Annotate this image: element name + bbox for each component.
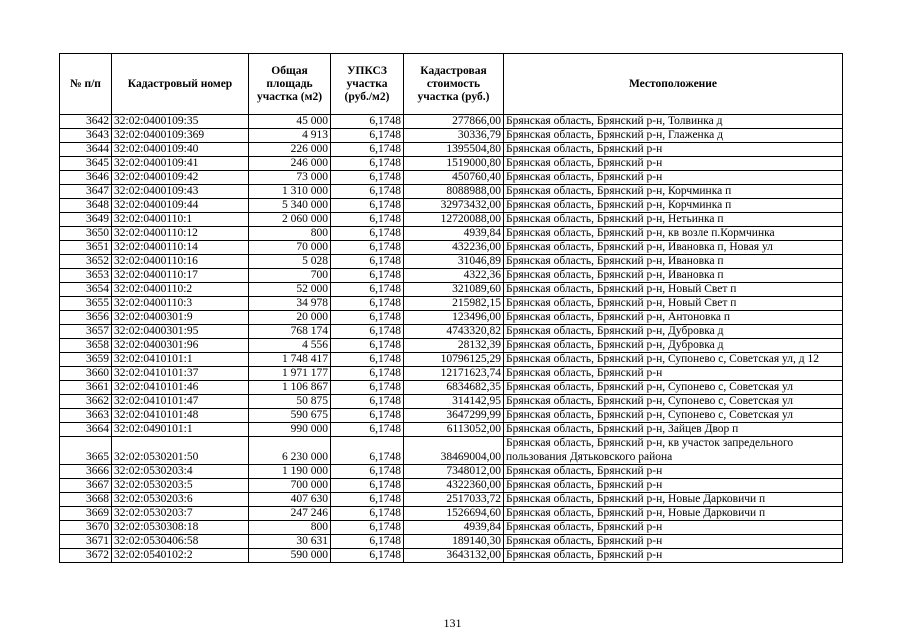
location-cell: Брянская область, Брянский р-н, кв участок запредельного пользования Дятьковского района: [504, 437, 843, 465]
location-cell: Брянская область, Брянский р-н, Нетьинка п: [504, 213, 843, 227]
table-row: [60, 549, 843, 563]
cost-cell: 321089,60: [404, 283, 504, 297]
area-cell: 407 630: [249, 493, 331, 507]
rate-cell: 6,1748: [331, 129, 404, 143]
row-number-cell: 3649: [60, 213, 112, 227]
location-cell: Брянская область, Брянский р-н: [504, 535, 843, 549]
area-cell: 1 190 000: [249, 465, 331, 479]
rate-cell: 6,1748: [331, 395, 404, 409]
rate-cell: 6,1748: [331, 143, 404, 157]
rate-cell: 6,1748: [331, 423, 404, 437]
cost-cell: 28132,39: [404, 339, 504, 353]
rate-cell: 6,1748: [331, 115, 404, 129]
area-cell: 246 000: [249, 157, 331, 171]
area-cell: 73 000: [249, 171, 331, 185]
rate-cell: 6,1748: [331, 297, 404, 311]
area-cell: 30 631: [249, 535, 331, 549]
cadastral-number-cell: 32:02:0540102:2: [112, 549, 249, 563]
table-row: [60, 395, 843, 409]
cadastral-number-cell: 32:02:0410101:46: [112, 381, 249, 395]
rate-cell: 6,1748: [331, 241, 404, 255]
cost-cell: 4743320,82: [404, 325, 504, 339]
location-cell: Брянская область, Брянский р-н, Глаженка д: [504, 129, 843, 143]
cadastral-number-cell: 32:02:0400110:12: [112, 227, 249, 241]
row-number-cell: 3646: [60, 171, 112, 185]
location-cell: Брянская область, Брянский р-н: [504, 479, 843, 493]
table-row: [60, 493, 843, 507]
table-row: [60, 129, 843, 143]
area-cell: 768 174: [249, 325, 331, 339]
location-cell: Брянская область, Брянский р-н: [504, 465, 843, 479]
rate-cell: 6,1748: [331, 493, 404, 507]
rate-cell: 6,1748: [331, 171, 404, 185]
cost-cell: 432236,00: [404, 241, 504, 255]
location-cell: Брянская область, Брянский р-н, Супонево с, Советская ул: [504, 381, 843, 395]
cost-cell: 7348012,00: [404, 465, 504, 479]
table-row: [60, 297, 843, 311]
area-cell: 2 060 000: [249, 213, 331, 227]
header-num: № п/п: [60, 54, 112, 115]
location-cell: Брянская область, Брянский р-н: [504, 521, 843, 535]
location-cell: Брянская область, Брянский р-н, Новый Свет п: [504, 283, 843, 297]
location-cell: Брянская область, Брянский р-н, Ивановка п, Новая ул: [504, 241, 843, 255]
table-row: [60, 157, 843, 171]
rate-cell: 6,1748: [331, 437, 404, 465]
area-cell: 1 106 867: [249, 381, 331, 395]
area-cell: 5 340 000: [249, 199, 331, 213]
location-cell: Брянская область, Брянский р-н, Корчминка п: [504, 199, 843, 213]
rate-cell: 6,1748: [331, 311, 404, 325]
area-cell: 700: [249, 269, 331, 283]
location-cell: Брянская область, Брянский р-н: [504, 157, 843, 171]
cadastral-number-cell: 32:02:0530203:6: [112, 493, 249, 507]
table-row: [60, 353, 843, 367]
row-number-cell: 3651: [60, 241, 112, 255]
rate-cell: 6,1748: [331, 199, 404, 213]
header-cost: Кадастровая стоимость участка (руб.): [404, 54, 504, 115]
cadastral-number-cell: 32:02:0530203:5: [112, 479, 249, 493]
row-number-cell: 3650: [60, 227, 112, 241]
row-number-cell: 3642: [60, 115, 112, 129]
row-number-cell: 3654: [60, 283, 112, 297]
table-row: [60, 381, 843, 395]
header-cadastral-number: Кадастровый номер: [112, 54, 249, 115]
row-number-cell: 3655: [60, 297, 112, 311]
table-row: [60, 367, 843, 381]
rate-cell: 6,1748: [331, 185, 404, 199]
row-number-cell: 3643: [60, 129, 112, 143]
cost-cell: 1526694,60: [404, 507, 504, 521]
location-cell: Брянская область, Брянский р-н, Корчминка п: [504, 185, 843, 199]
table-row: [60, 185, 843, 199]
table-row: [60, 409, 843, 423]
cadastral-number-cell: 32:02:0400109:41: [112, 157, 249, 171]
cost-cell: 10796125,29: [404, 353, 504, 367]
row-number-cell: 3660: [60, 367, 112, 381]
location-cell: Брянская область, Брянский р-н, Супонево с, Советская ул, д 12: [504, 353, 843, 367]
cadastral-number-cell: 32:02:0400109:35: [112, 115, 249, 129]
rate-cell: 6,1748: [331, 381, 404, 395]
cadastral-number-cell: 32:02:0400301:96: [112, 339, 249, 353]
cadastral-number-cell: 32:02:0400109:369: [112, 129, 249, 143]
cost-cell: 38469004,00: [404, 437, 504, 465]
rate-cell: 6,1748: [331, 255, 404, 269]
cost-cell: 314142,95: [404, 395, 504, 409]
rate-cell: 6,1748: [331, 479, 404, 493]
row-number-cell: 3672: [60, 549, 112, 563]
table-header: [60, 54, 843, 115]
area-cell: 6 230 000: [249, 437, 331, 465]
rate-cell: 6,1748: [331, 339, 404, 353]
row-number-cell: 3667: [60, 479, 112, 493]
area-cell: 4 556: [249, 339, 331, 353]
cadastral-number-cell: 32:02:0530203:4: [112, 465, 249, 479]
cadastral-number-cell: 32:02:0530201:50: [112, 437, 249, 465]
row-number-cell: 3671: [60, 535, 112, 549]
cadastral-number-cell: 32:02:0410101:48: [112, 409, 249, 423]
area-cell: 590 675: [249, 409, 331, 423]
header-rate: УПКСЗ участка (руб./м2): [331, 54, 404, 115]
location-cell: Брянская область, Брянский р-н, Супонево с, Советская ул: [504, 409, 843, 423]
area-cell: 20 000: [249, 311, 331, 325]
area-cell: 1 748 417: [249, 353, 331, 367]
table-row: [60, 437, 843, 465]
rate-cell: 6,1748: [331, 157, 404, 171]
table-row: [60, 535, 843, 549]
cost-cell: 123496,00: [404, 311, 504, 325]
table-row: [60, 339, 843, 353]
cost-cell: 4322,36: [404, 269, 504, 283]
location-cell: Брянская область, Брянский р-н, Зайцев Двор п: [504, 423, 843, 437]
rate-cell: 6,1748: [331, 465, 404, 479]
row-number-cell: 3652: [60, 255, 112, 269]
row-number-cell: 3661: [60, 381, 112, 395]
cadastral-number-cell: 32:02:0530203:7: [112, 507, 249, 521]
header-area: Общая площадь участка (м2): [249, 54, 331, 115]
row-number-cell: 3665: [60, 437, 112, 465]
row-number-cell: 3670: [60, 521, 112, 535]
location-cell: Брянская область, Брянский р-н: [504, 549, 843, 563]
table-row: [60, 423, 843, 437]
cost-cell: 3647299,99: [404, 409, 504, 423]
table-row: [60, 241, 843, 255]
area-cell: 70 000: [249, 241, 331, 255]
cadastral-number-cell: 32:02:0400110:2: [112, 283, 249, 297]
table-row: [60, 325, 843, 339]
row-number-cell: 3669: [60, 507, 112, 521]
location-cell: Брянская область, Брянский р-н, Антоновка п: [504, 311, 843, 325]
cost-cell: 12171623,74: [404, 367, 504, 381]
rate-cell: 6,1748: [331, 521, 404, 535]
table-row: [60, 143, 843, 157]
cadastral-number-cell: 32:02:0400301:95: [112, 325, 249, 339]
location-cell: Брянская область, Брянский р-н: [504, 367, 843, 381]
rate-cell: 6,1748: [331, 507, 404, 521]
location-cell: Брянская область, Брянский р-н: [504, 143, 843, 157]
area-cell: 5 028: [249, 255, 331, 269]
rate-cell: 6,1748: [331, 409, 404, 423]
row-number-cell: 3648: [60, 199, 112, 213]
rate-cell: 6,1748: [331, 213, 404, 227]
rate-cell: 6,1748: [331, 535, 404, 549]
cost-cell: 30336,79: [404, 129, 504, 143]
cadastral-number-cell: 32:02:0400301:9: [112, 311, 249, 325]
location-cell: Брянская область, Брянский р-н, Толвинка д: [504, 115, 843, 129]
cadastral-number-cell: 32:02:0400110:16: [112, 255, 249, 269]
table-row: [60, 227, 843, 241]
table-row: [60, 255, 843, 269]
row-number-cell: 3668: [60, 493, 112, 507]
location-cell: Брянская область, Брянский р-н, Новые Дарковичи п: [504, 507, 843, 521]
area-cell: 990 000: [249, 423, 331, 437]
cost-cell: 31046,89: [404, 255, 504, 269]
table-row: [60, 213, 843, 227]
row-number-cell: 3662: [60, 395, 112, 409]
cost-cell: 6113052,00: [404, 423, 504, 437]
location-cell: Брянская область, Брянский р-н, Новый Свет п: [504, 297, 843, 311]
table-row: [60, 465, 843, 479]
cadastral-number-cell: 32:02:0530308:18: [112, 521, 249, 535]
cost-cell: 189140,30: [404, 535, 504, 549]
rate-cell: 6,1748: [331, 227, 404, 241]
cost-cell: 215982,15: [404, 297, 504, 311]
cadastral-table: [59, 53, 843, 563]
cadastral-number-cell: 32:02:0410101:1: [112, 353, 249, 367]
cadastral-number-cell: 32:02:0400110:17: [112, 269, 249, 283]
area-cell: 800: [249, 521, 331, 535]
cost-cell: 1395504,80: [404, 143, 504, 157]
area-cell: 226 000: [249, 143, 331, 157]
cadastral-number-cell: 32:02:0410101:37: [112, 367, 249, 381]
cost-cell: 1519000,80: [404, 157, 504, 171]
area-cell: 34 978: [249, 297, 331, 311]
area-cell: 1 971 177: [249, 367, 331, 381]
area-cell: 50 875: [249, 395, 331, 409]
rate-cell: 6,1748: [331, 353, 404, 367]
cadastral-number-cell: 32:02:0400110:3: [112, 297, 249, 311]
area-cell: 590 000: [249, 549, 331, 563]
rate-cell: 6,1748: [331, 367, 404, 381]
cadastral-number-cell: 32:02:0410101:47: [112, 395, 249, 409]
cadastral-number-cell: 32:02:0490101:1: [112, 423, 249, 437]
cadastral-number-cell: 32:02:0400110:1: [112, 213, 249, 227]
location-cell: Брянская область, Брянский р-н, Ивановка п: [504, 269, 843, 283]
table-body: [60, 115, 843, 563]
row-number-cell: 3658: [60, 339, 112, 353]
cost-cell: 6834682,35: [404, 381, 504, 395]
cost-cell: 4939,84: [404, 521, 504, 535]
row-number-cell: 3659: [60, 353, 112, 367]
cost-cell: 450760,40: [404, 171, 504, 185]
area-cell: 4 913: [249, 129, 331, 143]
cadastral-number-cell: 32:02:0400109:42: [112, 171, 249, 185]
page-number: 131: [443, 616, 462, 630]
area-cell: 700 000: [249, 479, 331, 493]
table-row: [60, 115, 843, 129]
area-cell: 45 000: [249, 115, 331, 129]
area-cell: 52 000: [249, 283, 331, 297]
location-cell: Брянская область, Брянский р-н: [504, 171, 843, 185]
table-row: [60, 521, 843, 535]
table-row: [60, 479, 843, 493]
cadastral-number-cell: 32:02:0530406:58: [112, 535, 249, 549]
location-cell: Брянская область, Брянский р-н, кв возле п.Кормчинка: [504, 227, 843, 241]
rate-cell: 6,1748: [331, 549, 404, 563]
table-row: [60, 507, 843, 521]
cadastral-number-cell: 32:02:0400109:40: [112, 143, 249, 157]
cost-cell: 2517033,72: [404, 493, 504, 507]
location-cell: Брянская область, Брянский р-н, Новые Дарковичи п: [504, 493, 843, 507]
rate-cell: 6,1748: [331, 325, 404, 339]
cadastral-number-cell: 32:02:0400110:14: [112, 241, 249, 255]
row-number-cell: 3644: [60, 143, 112, 157]
row-number-cell: 3663: [60, 409, 112, 423]
cost-cell: 4322360,00: [404, 479, 504, 493]
row-number-cell: 3657: [60, 325, 112, 339]
row-number-cell: 3653: [60, 269, 112, 283]
table-row: [60, 283, 843, 297]
cost-cell: 277866,00: [404, 115, 504, 129]
table-row: [60, 269, 843, 283]
cost-cell: 8088988,00: [404, 185, 504, 199]
location-cell: Брянская область, Брянский р-н, Ивановка п: [504, 255, 843, 269]
cost-cell: 3643132,00: [404, 549, 504, 563]
location-cell: Брянская область, Брянский р-н, Дубровка д: [504, 339, 843, 353]
row-number-cell: 3664: [60, 423, 112, 437]
rate-cell: 6,1748: [331, 269, 404, 283]
area-cell: 1 310 000: [249, 185, 331, 199]
cost-cell: 12720088,00: [404, 213, 504, 227]
row-number-cell: 3645: [60, 157, 112, 171]
table-row: [60, 199, 843, 213]
table-row: [60, 171, 843, 185]
location-cell: Брянская область, Брянский р-н, Дубровка д: [504, 325, 843, 339]
cost-cell: 32973432,00: [404, 199, 504, 213]
row-number-cell: 3666: [60, 465, 112, 479]
area-cell: 800: [249, 227, 331, 241]
cadastral-number-cell: 32:02:0400109:43: [112, 185, 249, 199]
header-location: Местоположение: [504, 54, 843, 115]
table-row: [60, 311, 843, 325]
cadastral-number-cell: 32:02:0400109:44: [112, 199, 249, 213]
row-number-cell: 3656: [60, 311, 112, 325]
location-cell: Брянская область, Брянский р-н, Супонево с, Советская ул: [504, 395, 843, 409]
area-cell: 247 246: [249, 507, 331, 521]
cost-cell: 4939,84: [404, 227, 504, 241]
row-number-cell: 3647: [60, 185, 112, 199]
rate-cell: 6,1748: [331, 283, 404, 297]
